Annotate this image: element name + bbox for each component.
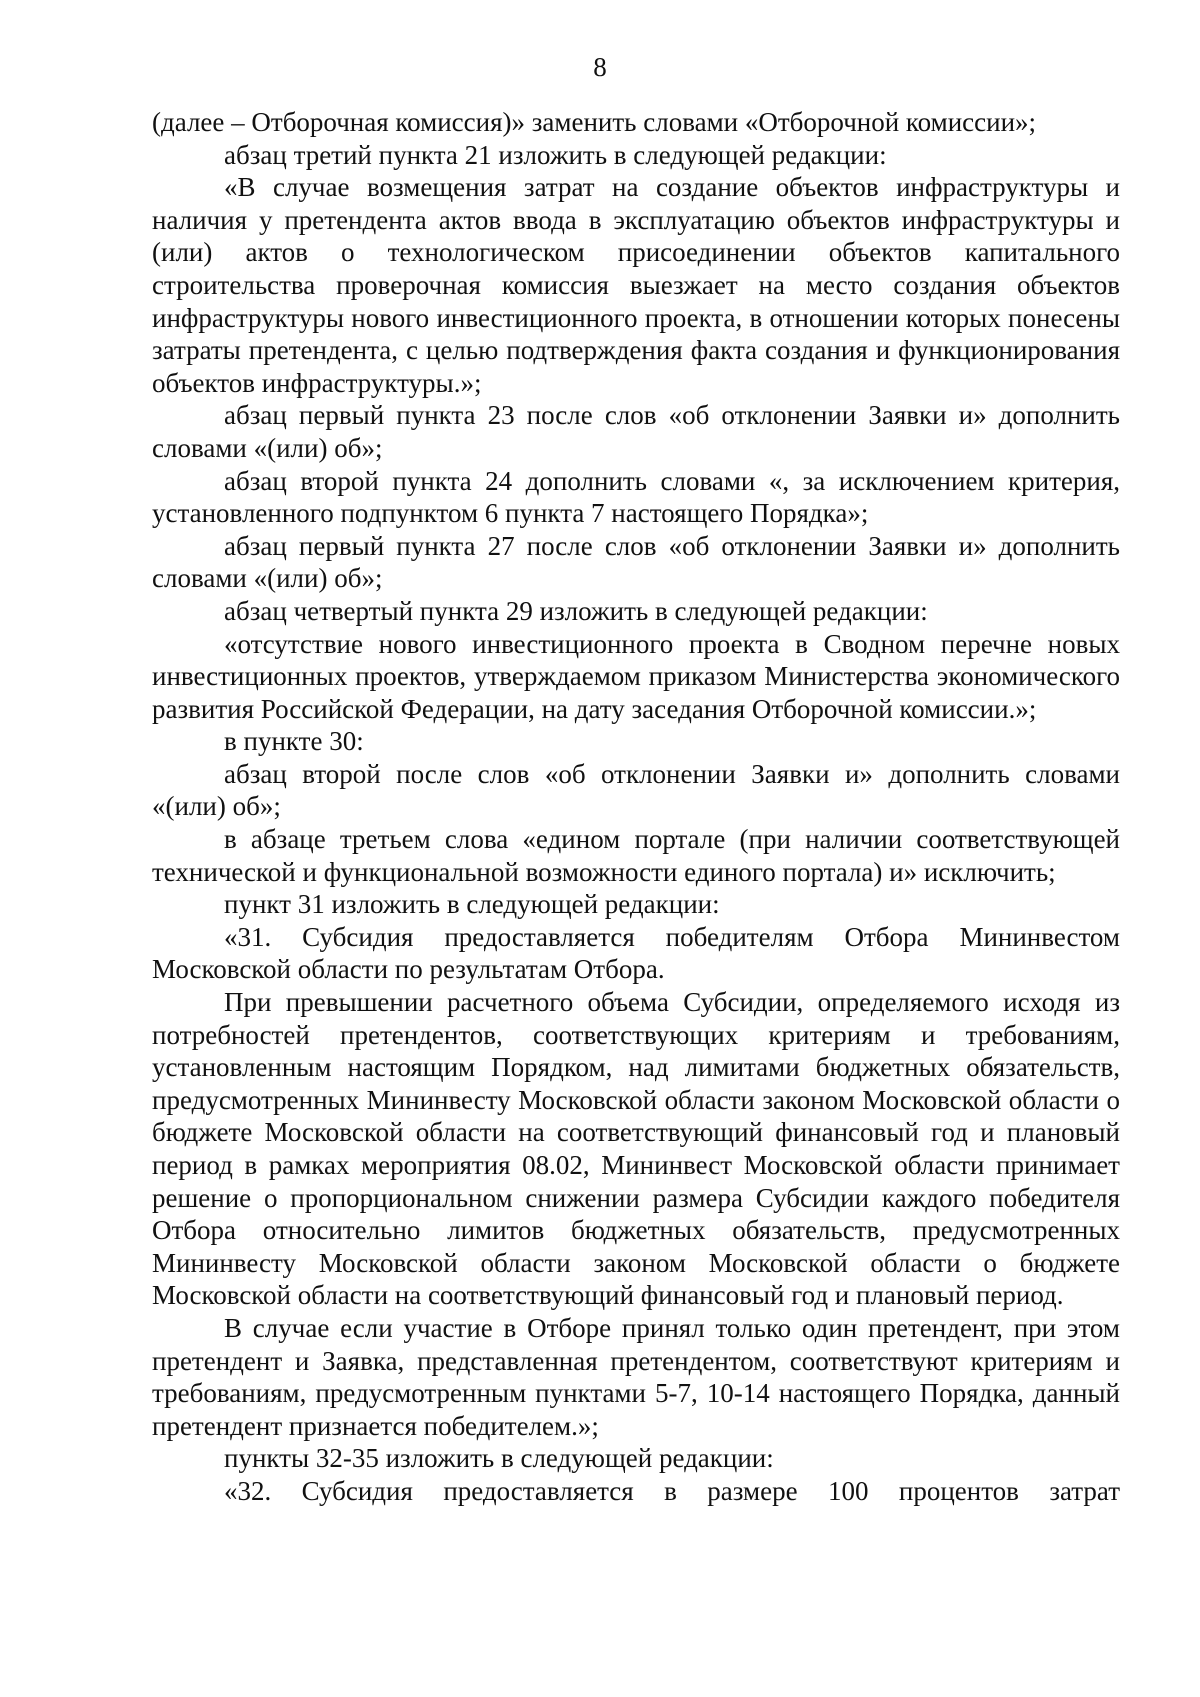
paragraph: абзац четвертый пункта 29 изложить в следующей редакции: (224, 595, 928, 626)
paragraph: При превышении расчетного объема Субсидии, определяемого исходя из потребностей претендентов, соответствующих критериям и требованиям, установленным настоящим Порядком, над лимитами бюджетных обязательств, предусмотренных Мининвесту Московской области законом Московской области о бюджете Московской области на соответствующий финансовый год и плановый период в рамках мероприятия 08.02, Мининвест Московской области принимает решение о пропорциональном снижении размера Субсидии каждого победителя Отбора относительно лимитов бюджетных обязательств, предусмотренных Мининвесту Московской области законом Московской области о бюджете Московской области на соответствующий финансовый год и плановый период. (152, 987, 1120, 1311)
paragraph: пункты 32-35 изложить в следующей редакции: (224, 1443, 774, 1474)
paragraph: «В случае возмещения затрат на создание объектов инфраструктуры и наличия у претендента актов ввода в эксплуатацию объектов инфраструктуры и (или) актов о технологическом присоединении объектов капитального строительства проверочная комиссия выезжает на место создания объектов инфраструктуры нового инвестиционного проекта, в отношении которых понесены затраты претендента, с целью подтверждения факта создания и функционирования объектов инфраструктуры.»; (152, 172, 1120, 398)
paragraph: в абзаце третьем слова «едином портале (при наличии соответствующей технической и функциональной возможности единого портала) и» исключить; (152, 824, 1120, 887)
document-body (152, 106, 1120, 1508)
paragraph: абзац первый пункта 27 после слов «об отклонении Заявки и» дополнить словами «(или) об»; (152, 530, 1120, 594)
paragraph: «31. Субсидия предоставляется победителям Отбора Мининвестом Московской области по результатам Отбора. (152, 921, 1120, 985)
paragraph: пункт 31 изложить в следующей редакции: (224, 889, 720, 920)
paragraph: В случае если участие в Отборе принял только один претендент, при этом претендент и Заявка, представленная претендентом, соответствуют критериям и требованиям, предусмотренным пунктами 5-7, 10-14 настоящего Порядка, данный претендент признается победителем.»; (152, 1312, 1120, 1441)
paragraph: в пункте 30: (224, 726, 364, 757)
paragraph: абзац первый пункта 23 после слов «об отклонении Заявки и» дополнить словами «(или) об»; (152, 400, 1120, 463)
paragraph: абзац второй пункта 24 дополнить словами «, за исключением критерия, установленного подпунктом 6 пункта 7 настоящего Порядка»; (152, 465, 1120, 529)
paragraph-continuation: (далее – Отборочная комиссия)» заменить словами «Отборочной комиссии»; (152, 107, 1037, 137)
paragraph: абзац второй после слов «об отклонении Заявки и» дополнить словами «(или) об»; (152, 758, 1120, 822)
paragraph: абзац третий пункта 21 изложить в следующей редакции: (224, 139, 887, 170)
paragraph-continues-next-page: «32. Субсидия предоставляется в размере 100 процентов затрат (224, 1475, 1120, 1506)
page-number: 8 (593, 52, 607, 82)
paragraph: «отсутствие нового инвестиционного проекта в Сводном перечне новых инвестиционных проектов, утверждаемом приказом Министерства экономического развития Российской Федерации, на дату заседания Отборочной комиссии.»; (152, 628, 1120, 724)
